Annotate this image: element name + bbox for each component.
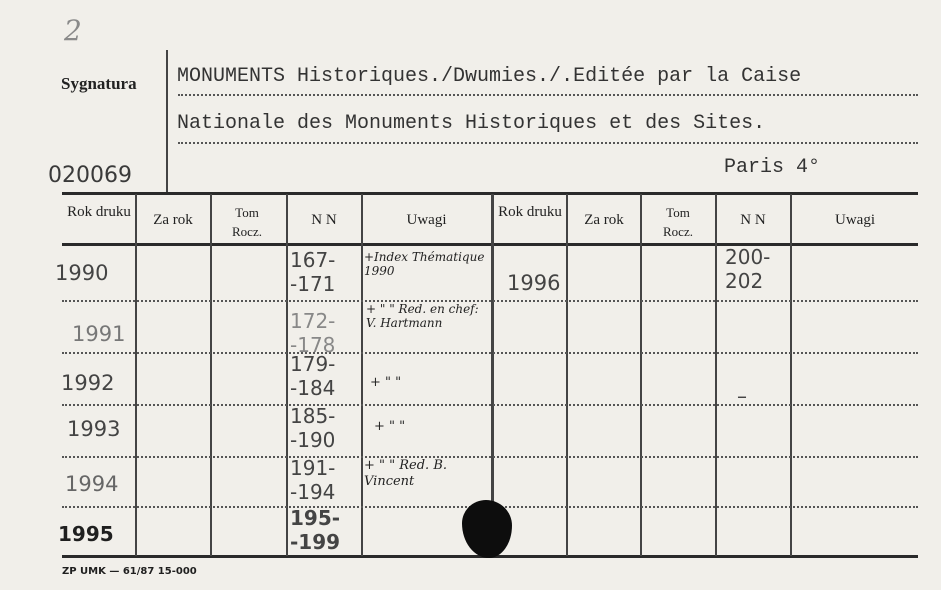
row-remark: + " " Red. en chef: V. Hartmann <box>366 302 479 330</box>
header-uwagi: Uwagi <box>406 212 447 228</box>
row-nn: 167--171 <box>290 248 336 296</box>
col-divider <box>715 194 717 556</box>
header-za-rok-right: Za rok <box>584 212 624 228</box>
row-nn: 191--194 <box>290 456 336 504</box>
header-year: Rok druku <box>67 204 131 220</box>
row-rule <box>62 300 918 302</box>
col-divider <box>361 194 363 556</box>
col-divider <box>640 194 642 556</box>
row-year: 1995 <box>58 522 114 546</box>
header-divider <box>166 50 168 192</box>
catalog-number: 020069 <box>48 163 132 188</box>
header-nn-right: N N <box>740 212 766 228</box>
col-divider <box>566 194 568 556</box>
title-rule-2 <box>178 142 918 144</box>
header-tom-right: Tom Rocz. <box>663 205 693 239</box>
row-year: 1994 <box>65 472 119 496</box>
row-remark: +Index Thématique 1990 <box>364 250 485 278</box>
row-rule <box>62 352 918 354</box>
place-format: Paris 4° <box>724 156 821 179</box>
col-divider <box>286 194 288 556</box>
header-za-rok: Za rok <box>153 212 193 228</box>
right-row-year: 1996 <box>507 271 561 295</box>
row-year: 1991 <box>72 322 126 346</box>
title-line-1: MONUMENTS Historiques./Dwumies./.Editée par la Caise <box>177 65 802 88</box>
row-nn: 185--190 <box>290 404 336 452</box>
row-nn: 179--184 <box>290 352 336 400</box>
punched-hole <box>462 500 512 558</box>
signature-label: Sygnatura <box>61 74 137 93</box>
row-year: 1993 <box>67 417 121 441</box>
header-tom: Tom Rocz. <box>232 205 262 239</box>
header-nn: N N <box>311 212 337 228</box>
col-divider <box>135 194 137 556</box>
row-nn: 172--178 <box>290 309 336 357</box>
row-rule <box>62 456 918 458</box>
row-rule <box>62 404 918 406</box>
row-nn: 195--199 <box>290 506 341 554</box>
card-number: 2 <box>64 14 82 47</box>
title-line-2: Nationale des Monuments Historiques et des Sites. <box>177 112 766 135</box>
header-uwagi-right: Uwagi <box>835 212 875 228</box>
row-year: 1990 <box>55 261 109 285</box>
row-remark: + " " <box>370 375 402 390</box>
row-remark: + " " Red. B. Vincent <box>364 458 448 489</box>
row-year: 1992 <box>61 371 115 395</box>
header-year-right: Rok druku <box>498 204 562 220</box>
title-rule-1 <box>178 94 918 96</box>
row-remark: + " " <box>374 419 406 434</box>
right-row-nn: – <box>737 384 747 408</box>
col-divider <box>790 194 792 556</box>
printer-imprint: ZP UMK — 61/87 15-000 <box>62 566 197 577</box>
right-row-nn: 200-202 <box>725 245 771 293</box>
col-divider <box>210 194 212 556</box>
